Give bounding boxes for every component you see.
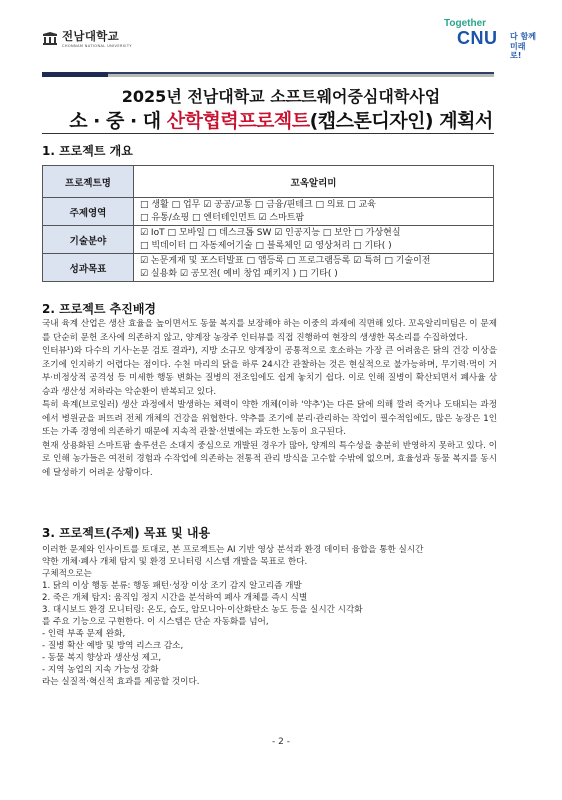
together-cnu-logo bbox=[444, 18, 536, 60]
title-prefix: 소 · 중 · 대 bbox=[69, 110, 167, 132]
goals-line: 이러한 문제와 인사이트를 토대로, 본 프로젝트는 AI 기반 영상 분석과 환경 데이터 융합을 통한 실시간 bbox=[42, 545, 424, 555]
row-label: 기술분야 bbox=[43, 226, 134, 254]
goals-line: 라는 실질적·혁신적 효과를 제공할 것이다. bbox=[42, 677, 200, 687]
row-label: 프로젝트명 bbox=[43, 166, 134, 198]
goals-line: 1. 닭의 이상 행동 분류: 행동 패턴·성장 이상 조기 감지 알고리즘 개발 bbox=[42, 581, 302, 591]
university-name-english: CHONNAM NATIONAL UNIVERSITY bbox=[62, 44, 132, 48]
row-label: 주제영역 bbox=[43, 198, 134, 226]
title-highlight: 산학협력프로젝트 bbox=[166, 110, 310, 132]
logo-together-text: Together bbox=[444, 18, 487, 29]
goal-line: ☑ 실용화 ☑ 공모전( 예비 창업 패키지 ) □ 기타( ) bbox=[140, 268, 338, 279]
goals-line: - 동물 복지 향상과 생산성 제고, bbox=[42, 653, 162, 663]
section2-heading: 2. 프로젝트 추진배경 bbox=[42, 302, 157, 316]
table-row bbox=[43, 226, 494, 254]
background-paragraph: 현재 상용화된 스마트팜 솔루션은 소대지 중심으로 개발된 경우가 많아, 양계의 특수성을 충분히 반영하지 못하고 있다. 이로 인해 농가들은 여전히 경험과 수작업에 의존하는 전통적 관리 방식을 고수할 수밖에 없으며, 효율성과 동물 복지를 동시에 달성하기 어려운 상황이다. bbox=[42, 440, 497, 478]
university-name: 전남대학교 bbox=[62, 29, 120, 43]
table-row bbox=[43, 166, 494, 198]
section1-heading: 1. 프로젝트 개요 bbox=[42, 144, 133, 158]
goal-value bbox=[134, 254, 494, 282]
goals-line: - 지역 농업의 지속 가능성 강화 bbox=[42, 665, 159, 675]
background-paragraph: 인터뷰¹)와 다수의 기사·논문 검토 결과²), 지방 소규모 양계장이 공통적으로 호소하는 가장 큰 어려움은 닭의 건강 이상을 조기에 인지하기 어렵다는 점이다. 수천 마리의 닭을 하루 24시간 관찰하는 것은 현실적으로 불가능하며, 무기력·먹이 거부·비정상적 공격성 등 미세한 행동 변화는 질병의 전조임에도 쉽게 놓치기 쉽다. 이로 인해 질병이 확산되면서 폐사율 상승과 생산성 저하라는 악순환이 반복되고 있다. bbox=[42, 346, 497, 397]
goals-line: - 질병 확산 예방 및 방역 리스크 감소, bbox=[42, 641, 184, 651]
document-title-line1: 2025년 전남대학교 소프트웨어중심대학사업 bbox=[121, 87, 441, 106]
goals-line: - 인력 부족 문제 완화, bbox=[42, 629, 126, 639]
section3-heading: 3. 프로젝트(주제) 목표 및 내용 bbox=[42, 526, 211, 540]
title-suffix: (캡스톤디자인) 계획서 bbox=[309, 110, 493, 132]
tech-field-line: ☑ IoT □ 모바일 □ 데스크톱 SW ☑ 인공지능 □ 보안 □ 가상현실 bbox=[140, 228, 401, 238]
header-rule-accent bbox=[42, 72, 108, 77]
topic-area-value bbox=[134, 198, 494, 226]
topic-area-line: □ 생활 □ 업무 ☑ 공공/교통 □ 금융/핀테크 □ 의료 □ 교육 bbox=[140, 200, 376, 210]
tech-field-value bbox=[134, 226, 494, 254]
university-logo bbox=[42, 30, 132, 48]
logo-slogan-line2: 미래로! bbox=[510, 42, 526, 60]
page-number: - 2 - bbox=[272, 737, 290, 747]
table-row bbox=[43, 254, 494, 282]
document-title-line2 bbox=[0, 106, 562, 133]
university-emblem-icon bbox=[42, 31, 58, 45]
tech-field-line: □ 빅데이터 □ 자동제어기술 □ 블록체인 ☑ 영상처리 □ 기타( ) bbox=[140, 240, 392, 251]
project-overview-table bbox=[42, 165, 494, 282]
background-body bbox=[42, 318, 497, 480]
goals-body bbox=[42, 544, 512, 688]
project-name-value: 꼬옥알리미 bbox=[134, 166, 494, 198]
goals-line: 약한 개체·폐사 개체 탐지 및 환경 모니터링 시스템 개발을 목표로 한다. bbox=[42, 557, 308, 567]
goals-line: 3. 대시보드 환경 모니터링: 온도, 습도, 암모니아·이산화탄소 농도 등을 실시간 시각화 bbox=[42, 605, 363, 615]
table-row bbox=[43, 198, 494, 226]
row-label: 성과목표 bbox=[43, 254, 134, 282]
logo-cnu-text: CNU bbox=[457, 28, 498, 48]
goals-line: 구체적으로는 bbox=[42, 569, 92, 579]
title-underline bbox=[42, 133, 494, 134]
header-rule-gray bbox=[108, 74, 494, 77]
topic-area-line: □ 유통/쇼핑 □ 엔터테인먼트 ☑ 스마트팜 bbox=[140, 212, 305, 223]
background-paragraph: 국내 육계 산업은 생산 효율을 높이면서도 동물 복지를 보장해야 하는 이중의 과제에 직면해 있다. 꼬옥알리미팀은 이 문제를 단순히 문헌 조사에 의존하지 않고, 양계장 농장주 인터뷰를 직접 진행하여 현장의 생생한 목소리를 수집하였다. bbox=[42, 319, 497, 343]
logo-slogan-line1: 다 함께 bbox=[510, 32, 536, 41]
goals-line: 2. 죽은 개체 탐지: 움직임 정지 시간을 분석하여 폐사 개체를 즉시 식별 bbox=[42, 593, 308, 603]
background-paragraph: 특히 육계(브로일러) 생산 과정에서 발생하는 체력이 약한 개체(이하 '약추')는 다른 닭에 의해 깔려 죽거나 도태되는 과정에서 병원균을 퍼뜨려 전체 개체의 건강을 위협한다. 약추를 조기에 분리·관리하는 작업이 필수적임에도, 많은 농장은 1인 또는 가족 경영에 의존하기 때문에 지속적 관찰·선별에는 과도한 노동이 요구된다. bbox=[42, 400, 497, 437]
goals-line: 를 주요 기능으로 구현한다. 이 시스템은 단순 자동화를 넘어, bbox=[42, 617, 269, 627]
goal-line: ☑ 논문게재 및 포스터발표 □ 앱등록 □ 프로그램등록 ☑ 특허 □ 기술이전 bbox=[140, 256, 431, 266]
